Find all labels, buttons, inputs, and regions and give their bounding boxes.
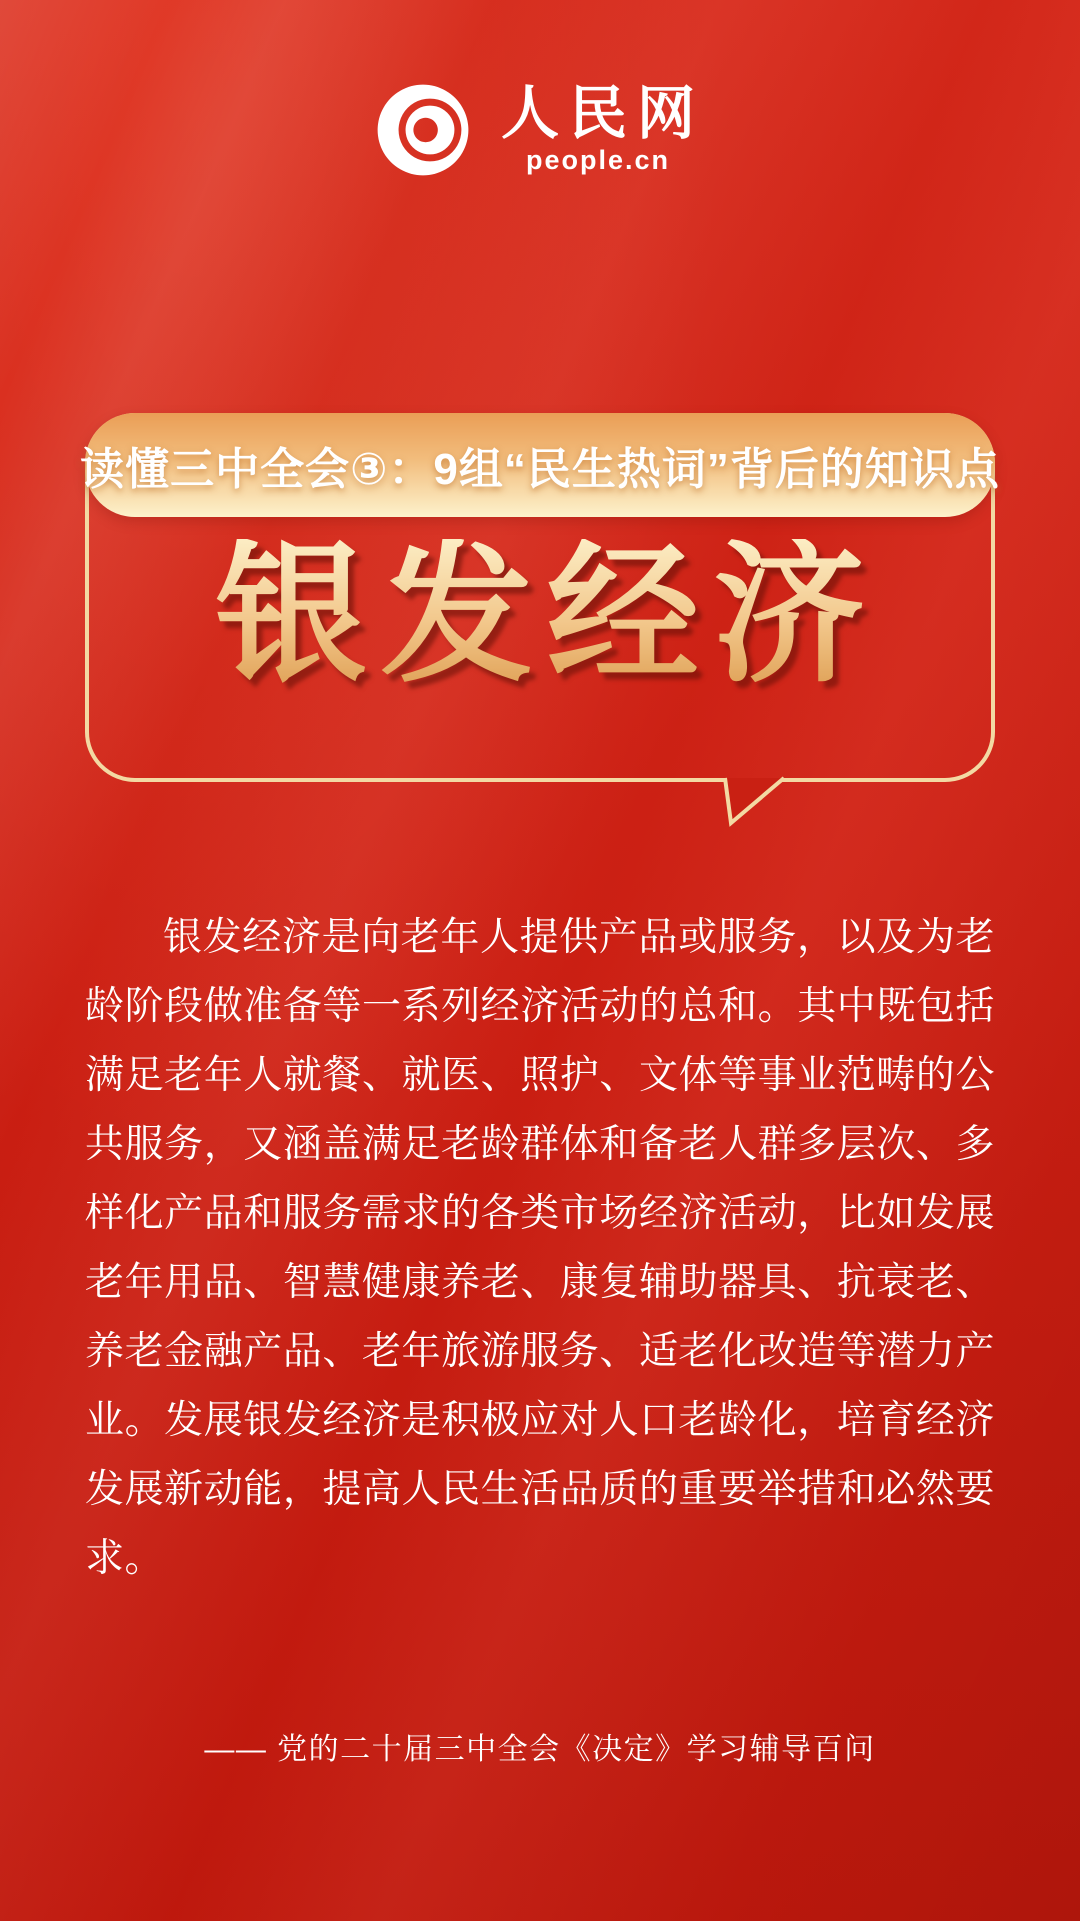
brand-name: 人民网	[500, 80, 705, 146]
keyword-title: 银发经济	[89, 539, 991, 691]
source-attribution: —— 党的二十届三中全会《决定》学习辅导百问	[204, 1733, 876, 1766]
series-tagline-banner	[80, 413, 1000, 517]
logo-text-block	[491, 80, 705, 176]
series-tagline-text: 读懂三中全会③：9组“民生热词”背后的知识点	[80, 445, 1000, 494]
definition-paragraph: 银发经济是向老年人提供产品或服务，以及为老龄阶段做准备等一系列经济活动的总和。其中既包括满足老年人就餐、就医、照护、文体等事业范畴的公共服务，又涵盖满足老龄群体和备老人群多层次、多样化产品和服务需求的各类市场经济活动，比如发展老年用品、智慧健康养老、康复辅助器具、抗衰老、养老金融产品、老年旅游服务、适老化改造等潜力产业。发展银发经济是积极应对人口老龄化，培育经济发展新动能，提高人民生活品质的重要举措和必然要求。	[85, 916, 995, 1580]
brand-domain: people.cn	[525, 144, 670, 175]
keyword-speech-bubble	[80, 413, 1000, 782]
people-cn-swirl-icon	[375, 82, 471, 178]
people-cn-logo	[0, 82, 1080, 178]
